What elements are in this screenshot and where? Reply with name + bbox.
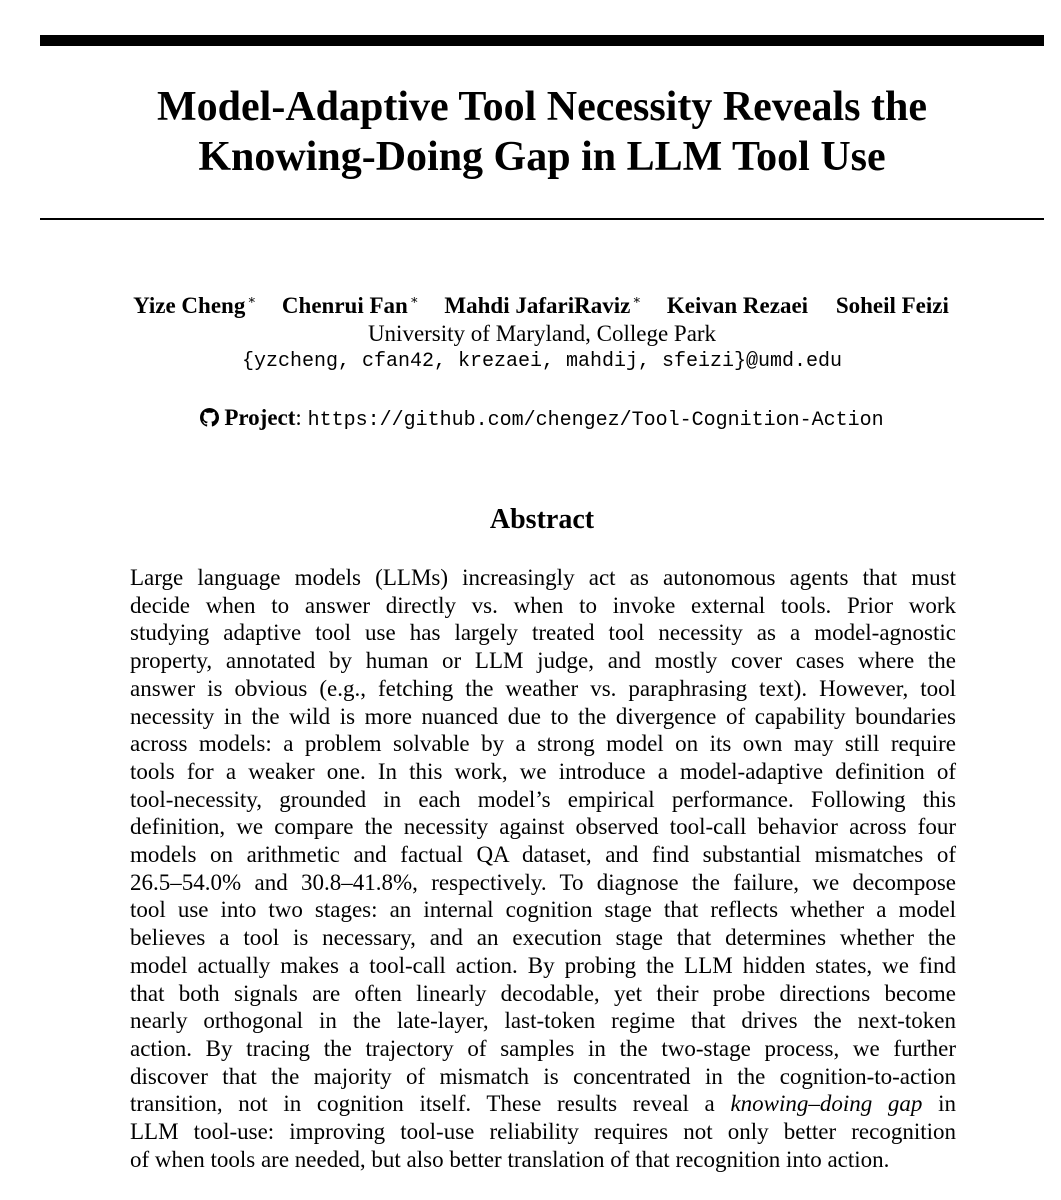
- author-name: Keivan Rezaei: [666, 293, 809, 318]
- abstract-body: [130, 564, 956, 1173]
- abstract-line: discover that the majority of mismatch is concentrated in the cognition-to-action: [130, 1063, 956, 1089]
- abstract-line: across models: a problem solvable by a strong model on its own may still require: [130, 731, 956, 757]
- author-name: Chenrui Fan: [281, 293, 408, 318]
- abstract-line: of when tools are needed, but also better translation of that recognition into action.: [130, 1146, 890, 1172]
- author-name: Yize Cheng: [133, 293, 246, 318]
- abstract-line: decide when to answer directly vs. when to invoke external tools. Prior work: [130, 592, 956, 618]
- equal-contribution-mark: ∗: [409, 292, 419, 307]
- abstract-line: LLM tool-use: improving tool-use reliability requires not only better recognition: [130, 1119, 956, 1145]
- paper-title-line-1: Model-Adaptive Tool Necessity Reveals the: [157, 84, 927, 130]
- abstract-line: property, annotated by human or LLM judge, and mostly cover cases where the: [130, 648, 956, 674]
- project-separator: :: [295, 405, 302, 430]
- abstract-line: tool use into two stages: an internal cognition stage that reflects whether a model: [130, 897, 956, 923]
- project-label: Project: [224, 405, 296, 430]
- author: [836, 293, 951, 318]
- abstract-line: tool-necessity, grounded in each model’s empirical performance. Following this: [130, 786, 956, 812]
- abstract-heading: Abstract: [489, 504, 595, 535]
- abstract-line: [130, 1090, 956, 1118]
- paper-title: [40, 82, 1044, 182]
- affiliation: University of Maryland, College Park: [367, 321, 717, 346]
- abstract-line: believes a tool is necessary, and an execution stage that determines whether the: [130, 925, 956, 951]
- abstract-line: necessity in the wild is more nuanced due to the divergence of capability boundaries: [130, 703, 956, 729]
- title-bottom-rule: [40, 218, 1044, 220]
- abstract-line: Large language models (LLMs) increasingly act as autonomous agents that must: [130, 565, 956, 590]
- top-rule: [40, 35, 1044, 46]
- abstract-line: that both signals are often linearly decodable, yet their probe directions become: [130, 980, 956, 1006]
- author-emails: {yzcheng, cfan42, krezaei, mahdij, sfeizi}@umd.edu: [241, 350, 843, 373]
- author: [667, 293, 810, 318]
- abstract-line: definition, we compare the necessity against observed tool-call behavior across four: [130, 814, 956, 840]
- equal-contribution-mark: ∗: [632, 292, 642, 307]
- abstract-line: tools for a weaker one. In this work, we introduce a model-adaptive definition of: [130, 758, 956, 784]
- equal-contribution-mark: ∗: [247, 292, 257, 307]
- author-list: [40, 291, 1044, 321]
- abstract-line: action. By tracing the trajectory of samples in the two-stage process, we further: [130, 1035, 956, 1061]
- abstract-line: 26.5–54.0% and 30.8–41.8%, respectively. To diagnose the failure, we decompose: [130, 869, 956, 895]
- github-icon: [200, 408, 219, 427]
- author: [133, 293, 256, 318]
- abstract-text: transition, not in cognition itself. These results reveal a: [130, 1091, 731, 1117]
- paper-title-line-2: Knowing-Doing Gap in LLM Tool Use: [198, 134, 886, 180]
- abstract-line: nearly orthogonal in the late-layer, last-token regime that drives the next-token: [130, 1008, 956, 1034]
- author-name: Soheil Feizi: [835, 293, 949, 318]
- abstract-line: studying adaptive tool use has largely treated tool necessity as a model-agnostic: [130, 620, 956, 646]
- project-url-link[interactable]: https://github.com/chengez/Tool-Cognition-Action: [307, 409, 884, 432]
- author: [444, 293, 641, 318]
- abstract-line: model actually makes a tool-call action. By probing the LLM hidden states, we find: [130, 952, 956, 978]
- abstract-emphasis: knowing–doing gap: [730, 1091, 923, 1117]
- abstract-line: models on arithmetic and factual QA dataset, and find substantial mismatches of: [130, 842, 956, 868]
- abstract-text: in: [922, 1091, 956, 1117]
- author-name: Mahdi JafariRaviz: [444, 293, 631, 318]
- abstract-line: answer is obvious (e.g., fetching the weather vs. paraphrasing text). However, tool: [130, 675, 956, 701]
- author: [282, 293, 419, 318]
- project-link-line: [40, 403, 1044, 436]
